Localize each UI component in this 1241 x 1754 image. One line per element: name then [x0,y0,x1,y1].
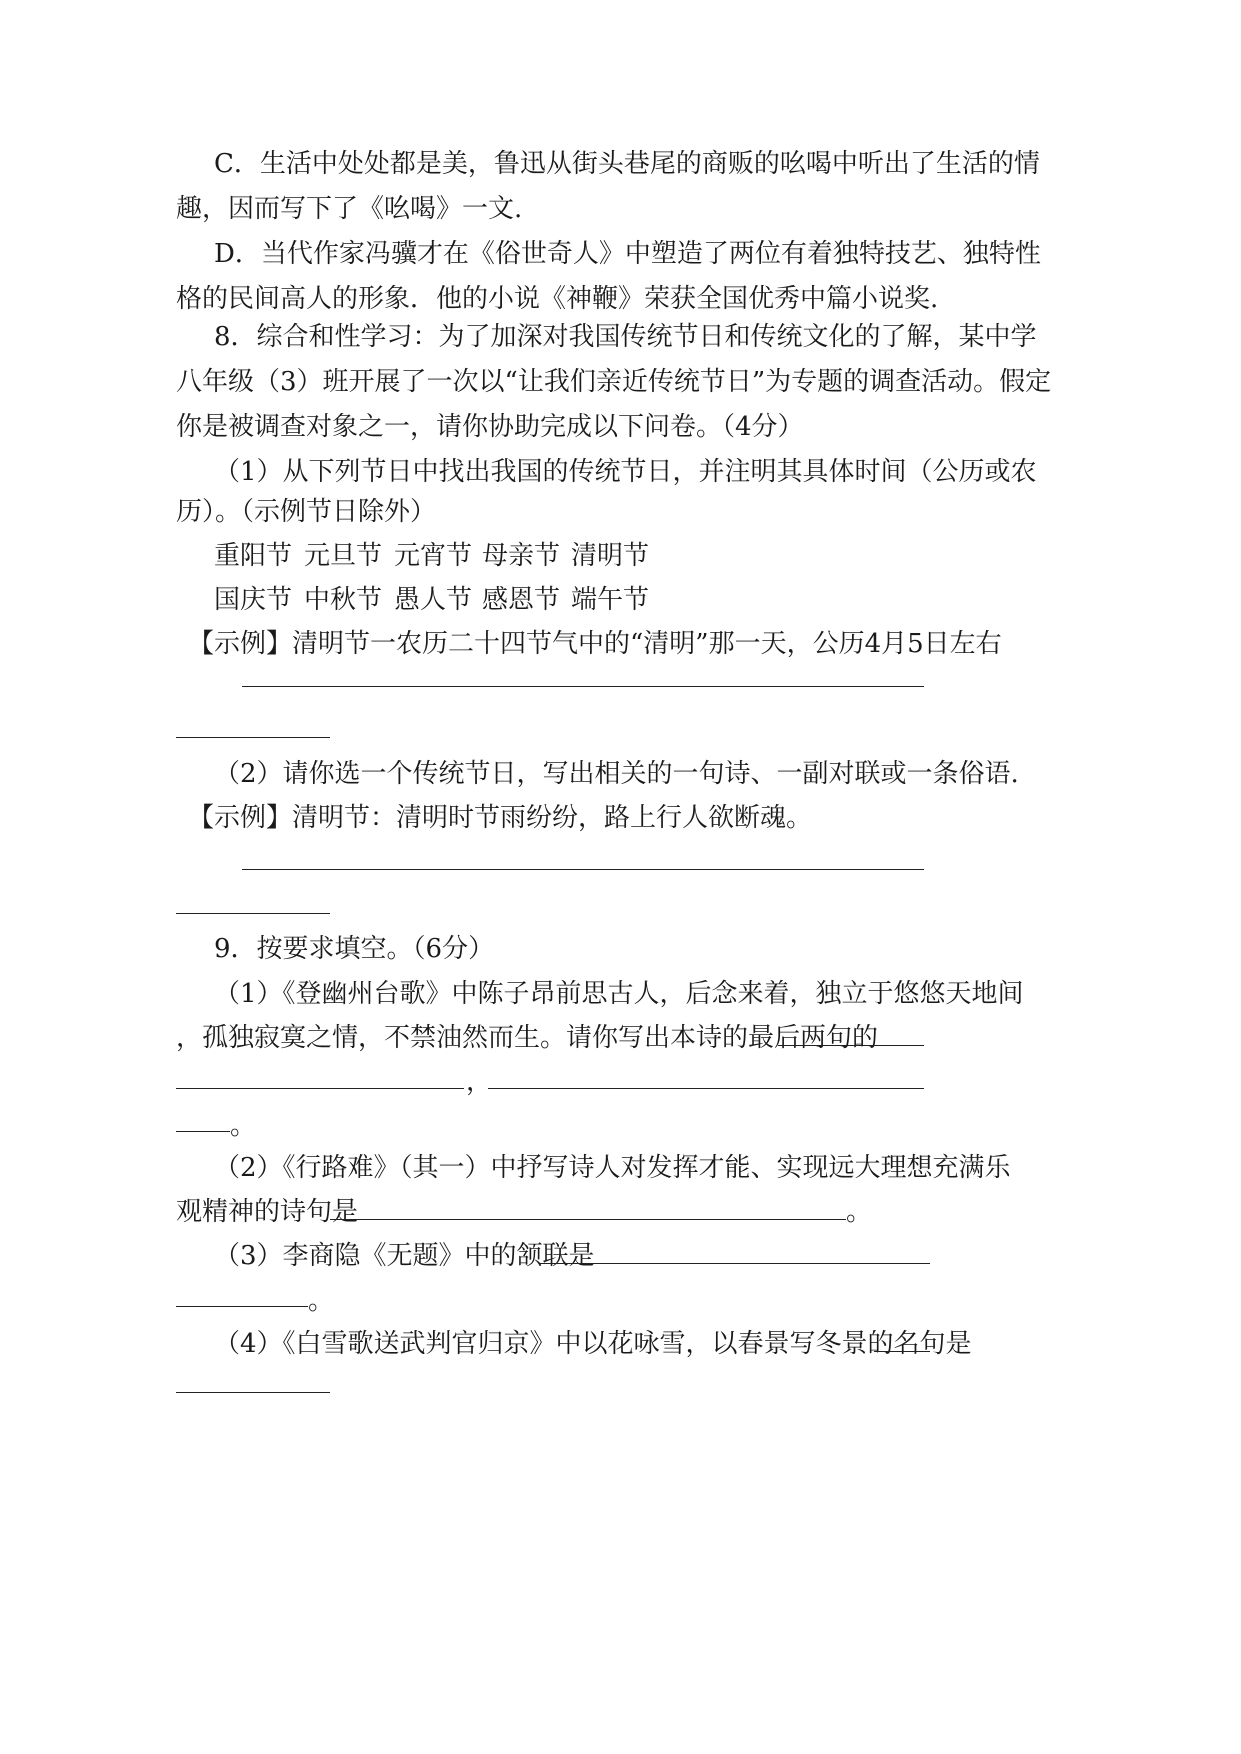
question-9-title: 9．按要求填空。（6分） [214,934,495,964]
q8-part-1-line-1: （1）从下列节日中找出我国的传统节日，并注明其具体时间（公历或农 [214,457,1037,487]
sentence-period: 。 [308,1286,335,1316]
sentence-period: 。 [846,1197,873,1227]
answer-line[interactable] [176,1392,330,1393]
festival-item: 清明节 [571,541,650,571]
question-8-line-2: 八年级（3）班开展了一次以“让我们亲近传统节日”为专题的调查活动。假定 [176,367,1052,397]
question-8-line-1: 8．综合和性学习：为了加深对我国传统节日和传统文化的了解，某中学 [214,322,1037,352]
festival-item: 国庆节 [214,585,293,615]
q9-part-2-line-2: 观精神的诗句是 [176,1197,359,1227]
example-2-tag: 【示例】 [188,803,293,833]
option-c-line-1: C．生活中处处都是美，鲁迅从街头巷尾的商贩的吆喝中听出了生活的情 [214,149,1040,179]
answer-line[interactable] [540,1263,930,1264]
festival-item: 元旦节 [304,541,383,571]
option-d-line-1: D．当代作家冯骥才在《俗世奇人》中塑造了两位有着独特技艺、独特性 [214,239,1041,269]
comma-separator: ， [466,1067,493,1097]
answer-line[interactable] [176,1131,230,1132]
answer-line[interactable] [488,1088,924,1089]
festival-item: 愚人节 [394,585,473,615]
option-c-line-2: 趣，因而写下了《吆喝》一文. [176,194,523,224]
answer-line[interactable] [176,913,330,914]
question-8-line-3: 你是被调查对象之一，请你协助完成以下问卷。（4分） [176,412,804,442]
answer-line[interactable] [176,737,330,738]
festival-item: 重阳节 [214,541,293,571]
festival-item: 中秋节 [304,585,383,615]
answer-line[interactable] [330,1219,846,1220]
q9-part-1-line-2: ，孤独寂寞之情，不禁油然而生。请你写出本诗的最后两句的 [176,1023,879,1053]
festival-item: 元宵节 [394,541,473,571]
answer-line[interactable] [242,686,924,687]
q9-part-3-line-1: （3）李商隐《无题》中的颔联是 [214,1241,595,1271]
example-2 [188,805,812,831]
answer-line[interactable] [176,1088,464,1089]
festival-item: 母亲节 [482,541,561,571]
q8-part-2-line-1: （2）请你选一个传统节日，写出相关的一句诗、一副对联或一条俗语. [214,759,1019,789]
answer-line[interactable] [242,869,924,870]
example-1 [188,631,1002,657]
sentence-period: 。 [230,1111,257,1141]
answer-line[interactable] [176,1306,308,1307]
option-d-line-2: 格的民间高人的形象．他的小说《神鞭》荣获全国优秀中篇小说奖. [176,284,939,314]
q8-part-1-line-2: 历）。（示例节日除外） [176,497,437,527]
example-1-text: 清明节一农历二十四节气中的“清明”那一天，公历4月5日左右 [292,629,1002,659]
example-1-tag: 【示例】 [188,629,293,659]
q9-part-4-line-1: （4）《白雪歌送武判官归京》中以花咏雪，以春景写冬景的名句是 [214,1329,972,1359]
q9-part-2-line-1: （2）《行路难》（其一）中抒写诗人对发挥才能、实现远大理想充满乐 [214,1153,1011,1183]
q9-part-1-line-1: （1）《登幽州台歌》中陈子昂前思古人，后念来着，独立于悠悠天地间 [214,979,1024,1009]
answer-line[interactable] [778,1045,924,1046]
example-2-text: 清明节：清明时节雨纷纷，路上行人欲断魂。 [292,803,813,833]
festival-item: 感恩节 [482,585,561,615]
festival-item: 端午节 [571,585,650,615]
answer-line[interactable] [874,1351,930,1352]
